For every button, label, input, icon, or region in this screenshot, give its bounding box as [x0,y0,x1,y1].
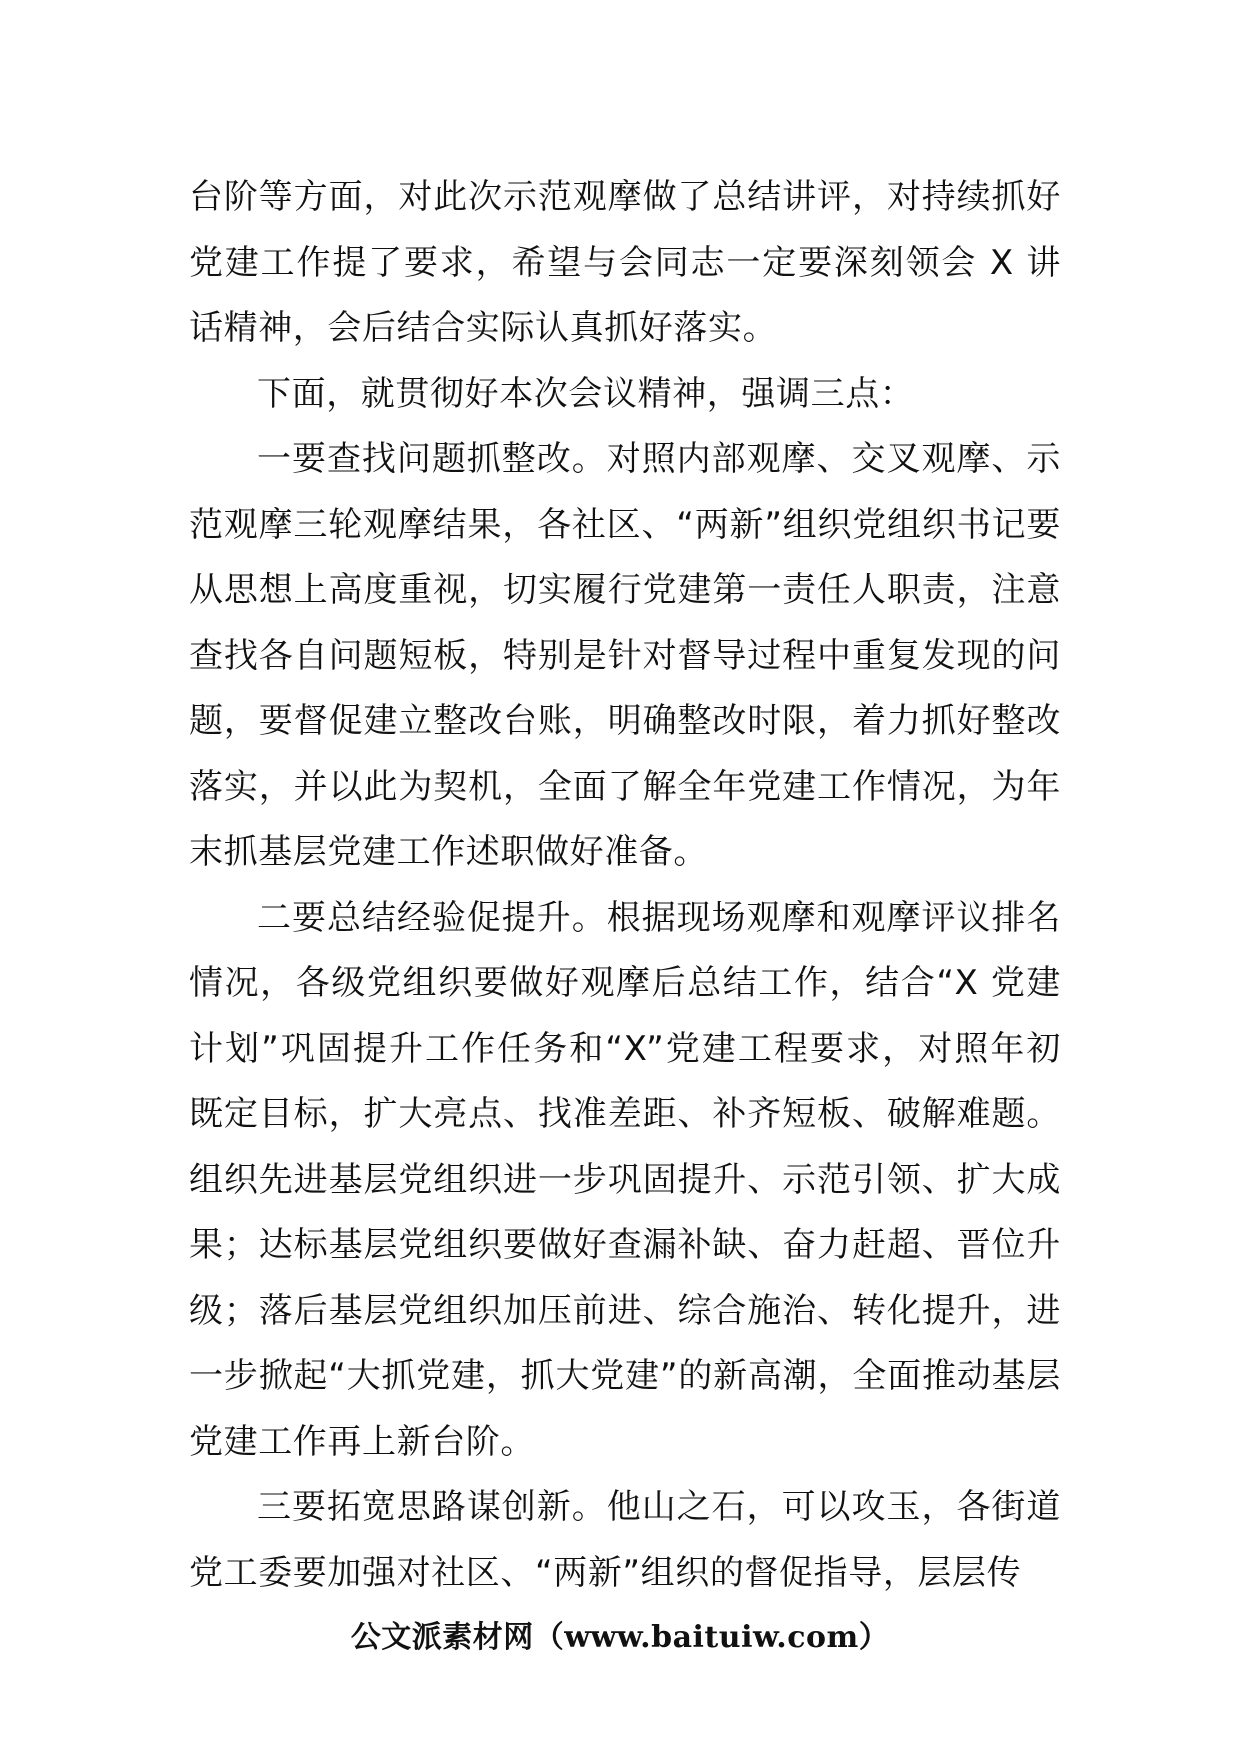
paragraph-continuation: 台阶等方面，对此次示范观摩做了总结讲评，对持续抓好党建工作提了要求，希望与会同志一定要深刻领会 X 讲话精神，会后结合实际认真抓好落实。 [189,177,1061,348]
paragraph-point-two: 二要总结经验促提升。根据现场观摩和观摩评议排名情况，各级党组织要做好观摩后总结工作，结合“X 党建计划”巩固提升工作任务和“X”党建工程要求，对照年初既定目标，扩大亮点、找准差距、补齐短板、破解难题。组织先进基层党组织进一步巩固提升、示范引领、扩大成果；达标基层党组织要做好查漏补缺、奋力赶超、晋位升级；落后基层党组织加压前进、综合施治、转化提升，进一步掀起“大抓党建，抓大党建”的新高潮，全面推动基层党建工作再上新台阶。 [189,897,1061,1462]
footer-watermark-text: 公文派素材网（www.baituiw.com） [350,1620,890,1655]
paragraph-point-one: 一要查找问题抓整改。对照内部观摩、交叉观摩、示范观摩三轮观摩结果，各社区、“两新”组织党组织书记要从思想上高度重视，切实履行党建第一责任人职责，注意查找各自问题短板，特别是针对督导过程中重复发现的问题，要督促建立整改台账，明确整改时限，着力抓好整改落实，并以此为契机，全面了解全年党建工作情况，为年末抓基层党建工作述职做好准备。 [189,439,1061,872]
document-body [189,165,1061,1606]
paragraph-point-three: 三要拓宽思路谋创新。他山之石，可以攻玉，各街道党工委要加强对社区、“两新”组织的督促指导，层层传 [189,1487,1061,1593]
paragraph-intro: 下面，就贯彻好本次会议精神，强调三点： [257,373,915,414]
